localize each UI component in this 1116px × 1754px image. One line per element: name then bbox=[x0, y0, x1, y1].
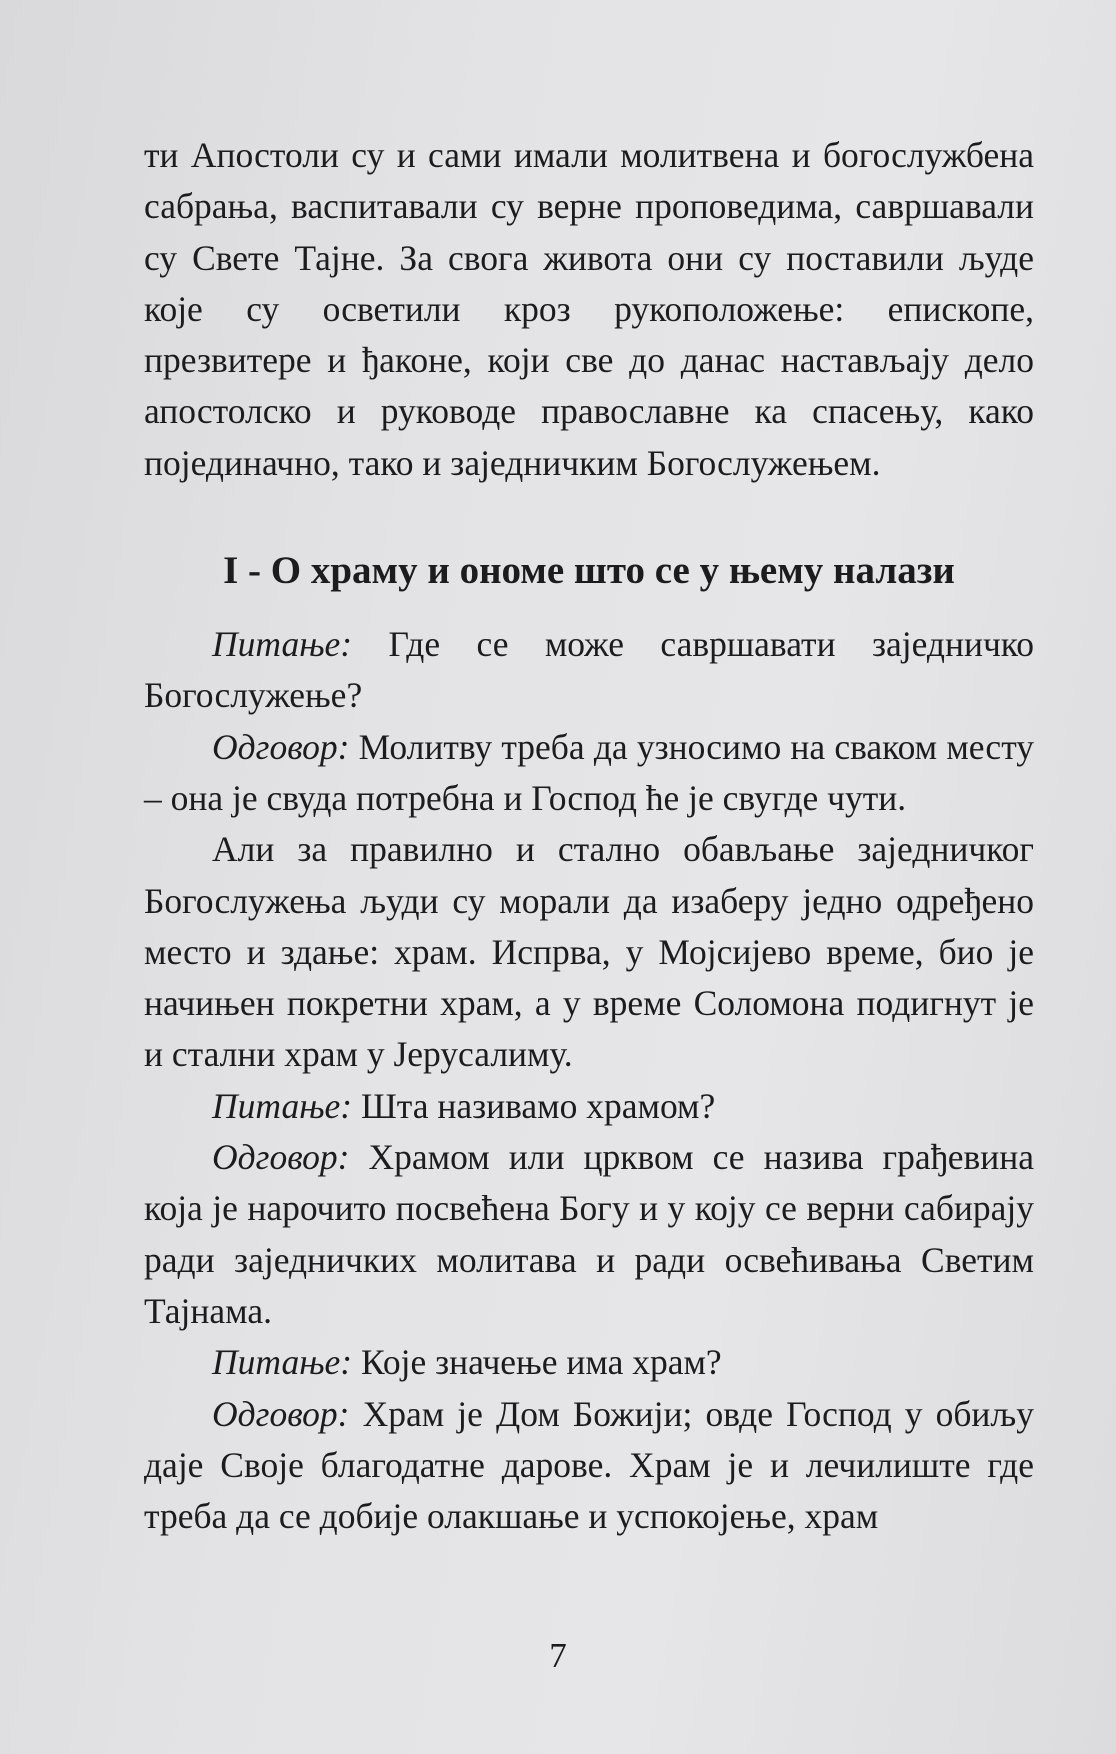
answer-paragraph bbox=[144, 1389, 1034, 1543]
answer-text: Храм је Дом Божији; овде Господ у обиљу даје Своје благодатне дарове. Храм је и лечилиште где треба да се добије олакшање и успокојење, храм bbox=[144, 1393, 1034, 1537]
question-text: Шта називамо храмом? bbox=[352, 1085, 716, 1126]
answer-label: Одговор: bbox=[212, 726, 350, 767]
answer-label: Одговор: bbox=[212, 1393, 350, 1434]
question-text: Где се може савршавати заједничко Богослужење? bbox=[144, 624, 1034, 716]
question-label: Питање: bbox=[212, 624, 353, 665]
answer-label: Одговор: bbox=[212, 1137, 350, 1178]
section-heading: I - О храму и ономе што се у њему налази bbox=[223, 549, 955, 593]
body-paragraph bbox=[144, 824, 1034, 1080]
page-number: 7 bbox=[549, 1636, 567, 1675]
question-paragraph bbox=[144, 1081, 1034, 1132]
body-text: Али за правилно и стално обављање заједничког Богослужења људи су морали да изаберу једно одређено место и здање: храм. Испрва, у Мојсијево време, био је начињен покретни храм, а у време Соломона подигнут је и стални храм у Јерусалиму. bbox=[144, 829, 1034, 1075]
question-paragraph bbox=[144, 1337, 1034, 1388]
page-content bbox=[144, 130, 1034, 1542]
answer-paragraph bbox=[144, 1132, 1034, 1337]
intro-paragraph: ти Апостоли су и сами имали молитвена и богослужбена сабрања, васпитавали су верне проповедима, савршавали су Свете Тајне. За свога живота они су поставили људе које су осветили кроз рукоположење: епископе, презвитере и ђаконе, који све до данас настављају дело апостолско и руководе православне ка спасењу, како појединачно, тако и заједничким Богослужењем. bbox=[144, 135, 1034, 483]
answer-text: Храмом или црквом се назива грађевина која је нарочито посвећена Богу и у коју се верни сабирају ради заједничких молитава и ради освећивања Светим Тајнама. bbox=[144, 1137, 1034, 1331]
question-label: Питање: bbox=[212, 1342, 353, 1383]
question-text: Које значење има храм? bbox=[352, 1342, 722, 1383]
question-paragraph bbox=[144, 619, 1034, 722]
question-label: Питање: bbox=[212, 1085, 353, 1126]
answer-paragraph bbox=[144, 722, 1034, 825]
answer-text: Молитву треба да узносимо на сваком месту – она је свуда потребна и Господ ће је свугде чути. bbox=[144, 726, 1034, 818]
